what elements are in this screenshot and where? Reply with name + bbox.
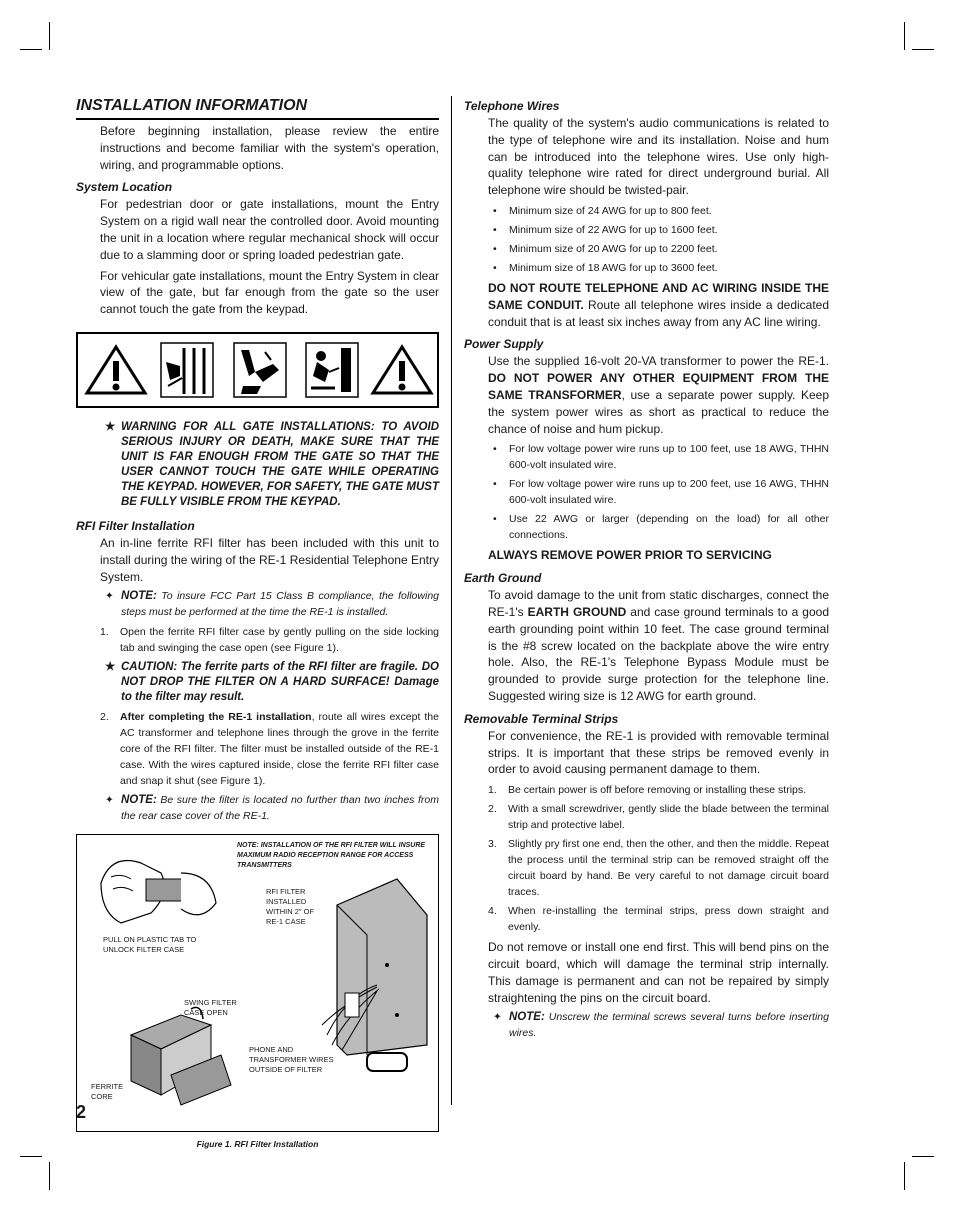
warning-triangle-icon (84, 344, 148, 396)
rfi-note-1: ✦ NOTE: To insure FCC Part 15 Class B compliance, the following steps must be performed at the time the RE-1 is installed. (105, 590, 439, 618)
note-marker-icon: ✦ (105, 590, 114, 603)
crop-mark (20, 49, 42, 50)
note-marker-icon: ✦ (493, 1011, 502, 1024)
telephone-p1: The quality of the system's audio communications is related to the type of telephone wire and its installation. Noise and hum can be introduced into the telephone wires. Use only high-quality telephone wire rated for direct underground burial. All telephone wire should be twisted-pair. (488, 116, 829, 198)
crop-mark (49, 22, 50, 50)
power-bullets (464, 441, 829, 543)
column-divider (451, 96, 452, 1105)
crop-mark (904, 22, 905, 50)
telephone-heading: Telephone Wires (464, 99, 560, 113)
pull-tab-label: PULL ON PLASTIC TAB TO UNLOCK FILTER CASE (103, 935, 197, 955)
figure-caption: Figure 1. RFI Filter Installation (196, 1139, 319, 1150)
list-item: • Minimum size of 18 AWG for up to 3600 feet. (493, 261, 718, 274)
intro-paragraph: Before beginning installation, please review the entire instructions and become familiar with the system's operation, wiring, and programmable options. (100, 124, 439, 172)
terminal-p1: For convenience, the RE-1 is provided with removable terminal strips. It is important that these strips be removed evenly in order to avoid causing permanent damage to them. (488, 728, 829, 777)
page-title: INSTALLATION INFORMATION (76, 96, 439, 120)
crop-mark (20, 1156, 42, 1157)
list-item: • For low voltage power wire runs up to 100 feet, use 18 AWG, THHN 600-volt insulated wire. (493, 443, 829, 472)
system-location-heading: System Location (76, 180, 173, 195)
hand-crush-icon (233, 342, 287, 398)
left-column (76, 96, 439, 1153)
terminal-note: ✦ NOTE: Unscrew the terminal screws several turns before inserting wires. (493, 1011, 829, 1039)
figure-note: NOTE: INSTALLATION OF THE RFI FILTER WILL INSURE MAXIMUM RADIO RECEPTION RANGE FOR ACCESS TRANSMITTERS (237, 842, 426, 870)
crush-hazard-icon (160, 342, 214, 398)
telephone-bullets (464, 203, 829, 276)
crop-mark (904, 1162, 905, 1190)
list-item: • For low voltage power wire runs up to 200 feet, use 16 AWG, THHN 600-volt insulated wire. (493, 478, 829, 507)
terminal-heading: Removable Terminal Strips (464, 711, 619, 726)
warning-triangle-icon (370, 344, 434, 396)
list-item: • Minimum size of 24 AWG for up to 800 feet. (493, 204, 712, 217)
rfi-caution: ★ CAUTION: The ferrite parts of the RFI filter are fragile. DO NOT DROP THE FILTER ON A HARD SURFACE! Damage to the filter may result. (105, 661, 439, 704)
list-item: 3. Slightly pry first one end, then the other, and then the middle. Repeat the process until the terminal strip can be removed straight off the circuit board by hand. Be very careful to not damage circuit board traces. (488, 838, 829, 899)
telephone-p2: DO NOT ROUTE TELEPHONE AND AC WIRING INSIDE THE SAME CONDUIT. Route all telephone wires inside a dedicated conduit that is at least six inches away from any AC line wiring. (488, 280, 830, 329)
terminal-p2: Do not remove or install one end first. This will bend pins on the circuit board, which will damage the terminal strip internally. This damage is permanent and can not be repaired by simply straightening the pins on the circuit board. (488, 940, 829, 1005)
earth-heading: Earth Ground (464, 571, 542, 586)
warning-symbols-box (76, 332, 439, 408)
crop-mark (912, 49, 934, 50)
list-item: • Minimum size of 22 AWG for up to 1600 feet. (493, 223, 718, 236)
rfi-paragraph: An in-line ferrite RFI filter has been included with this unit to install during the wiring of the RE-1 Residential Telephone Entry System. (100, 535, 439, 584)
ferrite-core-label: FERRITE CORE (91, 1082, 124, 1102)
gate-warning: ★ WARNING FOR ALL GATE INSTALLATIONS: TO AVOID SERIOUS INJURY OR DEATH, MAKE SURE THAT THE UNIT IS FAR ENOUGH FROM THE GATE SO THAT THE USER CANNOT TOUCH THE GATE WHILE OPERATING THE KEYPAD. HOWEVER, FOR SAFETY, THE GATE MUST BE FULLY VISIBLE FROM THE KEYPAD. (105, 420, 439, 508)
star-icon: ★ (105, 420, 116, 433)
crop-mark (49, 1162, 50, 1190)
rfi-heading: RFI Filter Installation (76, 518, 195, 533)
list-item: 2. With a small screwdriver, gently slide the blade between the terminal strip and protective label. (488, 803, 829, 832)
gate-impact-icon (305, 342, 359, 398)
hand-pull-illustration (91, 843, 221, 933)
rfi-installed-label: RFI FILTER INSTALLED WITHIN 2" OF RE-1 CASE (266, 887, 315, 927)
crop-mark (912, 1156, 934, 1157)
system-location-p1: For pedestrian door or gate installations, mount the Entry System on a rigid wall near the controlled door. Avoid mounting the unit in a location where regular mechanical shock will occur due to a slamming door or spring loaded pedestrian gate. (100, 197, 439, 262)
rfi-figure (76, 834, 439, 1132)
rfi-step-1: 1. Open the ferrite RFI filter case by gently pulling on the side locking tab and swinging the case open (see Figure 1). (100, 626, 439, 655)
list-item: • Minimum size of 20 AWG for up to 2200 feet. (493, 242, 718, 255)
power-heading: Power Supply (464, 337, 544, 352)
swing-case-label: SWING FILTER CASE OPEN (184, 998, 237, 1018)
rfi-step-2: 2. After completing the RE-1 installation, route all wires except the AC transformer and telephone lines through the grove in the ferrite core of the RFI filter. The filter must be installed outside of the RE-1 case. With the wires captured inside, close the ferrite RFI filter case and snap it shut (see Figure 1). (100, 711, 439, 788)
terminal-steps (464, 782, 829, 935)
ferrite-filter-illustration (121, 1005, 241, 1115)
page-number: 2 (76, 1102, 87, 1122)
note-marker-icon: ✦ (105, 794, 114, 807)
earth-p1: To avoid damage to the unit from static discharges, connect the RE-1's EARTH GROUND and case ground terminals to a good earth grounding point within 10 feet. The case ground terminal is the #8 screw located on the backplate above the wire entry hole. Also, the RE-1's Telephone Bypass Module must be grounded to provide surge protection for the telephone line. Suggested wiring size is 12 AWG for earth ground. (488, 588, 829, 703)
list-item: 4. When re-installing the terminal strips, press down straight and evenly. (488, 905, 829, 934)
star-icon: ★ (105, 661, 116, 674)
list-item: • Use 22 AWG or larger (depending on the load) for all other connections. (493, 513, 829, 542)
power-always: ALWAYS REMOVE POWER PRIOR TO SERVICING (488, 548, 772, 563)
list-item: 1. Be certain power is off before removing or installing these strips. (488, 784, 807, 797)
rfi-note-2: ✦ NOTE: Be sure the filter is located no further than two inches from the rear case cover of the RE-1. (105, 794, 439, 822)
right-column (464, 96, 829, 1045)
phone-wires-label: PHONE AND TRANSFORMER WIRES OUTSIDE OF FILTER (249, 1045, 334, 1075)
power-p1: Use the supplied 16-volt 20-VA transformer to power the RE-1. DO NOT POWER ANY OTHER EQUIPMENT FROM THE SAME TRANSFORMER, use a separate power supply. Keep the system power wires as short as practical to reduce the chance of noise and hum pickup. (488, 354, 829, 436)
system-location-p2: For vehicular gate installations, mount the Entry System in clear view of the gate, but far enough from the gate so the user cannot touch the gate from the keypad. (100, 268, 439, 317)
